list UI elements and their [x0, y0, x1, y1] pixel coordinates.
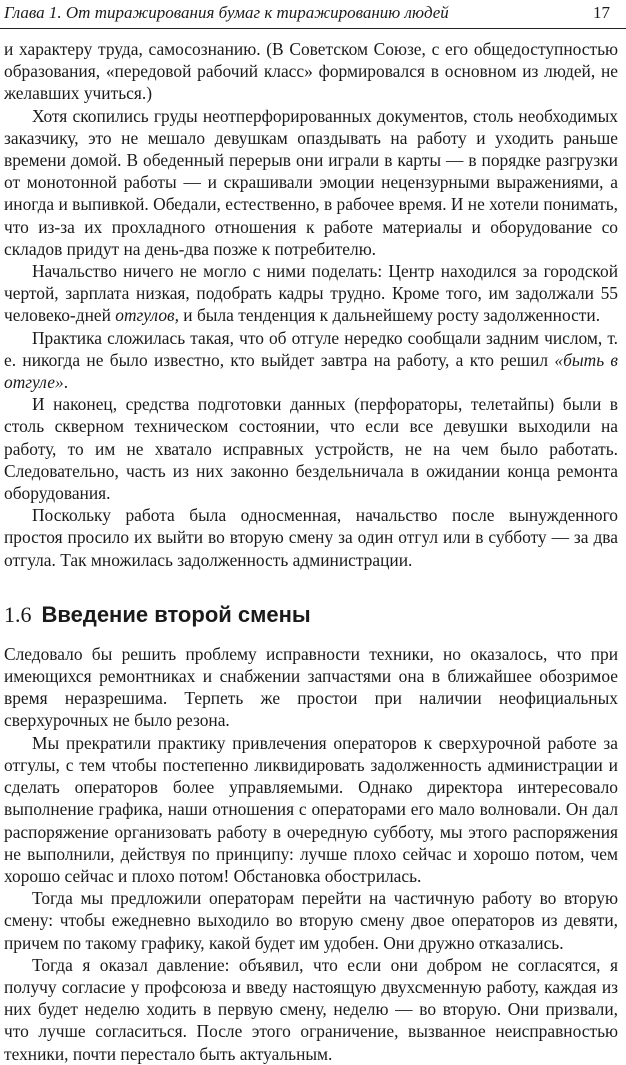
paragraph: Тогда я оказал давление: объявил, что если они добром не согласятся, я получу согласие у профсоюза и введу настоящую двухсменную работу, каждая из них будет неделю ходить в первую смену, неделю — во вторую. Они призвали, что лучше согласиться. После этого ограничение, вызванное неисправностью техники, почти перестало быть актуальным.: [4, 954, 618, 1064]
paragraph-continued: и характеру труда, самосознанию. (В Советском Союзе, с его общедоступностью образования, «передовой рабочий класс» формировался в основном из людей, не желавших учиться.): [4, 39, 618, 104]
paragraph: Хотя скопились груды неотперфорированных документов, столь необходимых заказчику, это не мешало девушкам опаздывать на работу и уходить раньше времени домой. В обеденный перерыв они играли в карты — в порядке разгрузки от монотонной работы — и скрашивали эмоции нецензурными выражениями, а иногда и выпивкой. Обедали, естественно, в рабочее время. И не хотели понимать, что из-за их прохладного отношения к работе материалы и оборудование со складов придут на день-два позже к потребителю.: [4, 105, 618, 259]
paragraph: Мы прекратили практику привлечения операторов к сверхурочной работе за отгулы, с тем чтобы постепенно ликвидировать задолженность администрации и сделать операторов более управляемыми. Однако директора интересовало выполнение графика, наши отношения с операторами его мало волновали. Он дал распоряжение организовать работу в очередную субботу, мы этого распоряжения не выполнили, действуя по принципу: лучше плохо сейчас и хорошо потом, чем хорошо сейчас и плохо потом! Обстановка обострилась.: [4, 732, 618, 886]
paragraph: [4, 327, 618, 394]
running-head: [4, 2, 610, 24]
text-run: Практика сложилась такая, что об отгуле нередко сообщали задним числом, т. е. никогда не было известно, кто выйдет завтра на работу, а кто решил: [4, 327, 618, 370]
emphasis: отгулов,: [115, 305, 179, 326]
header-rule: [0, 28, 626, 29]
paragraph: Следовало бы решить проблему исправности техники, но оказалось, что при имеющихся ремонтниках и снабжении запчастями она в ближайшее обозримое время неразрешима. Терпеть же простои при наличии неофициальных сверхурочных не было резона.: [4, 643, 618, 731]
paragraph: И наконец, средства подготовки данных (перфораторы, телетайпы) были в столь скверном техническом состоянии, что если все девушки выходили на работу, то им не хватало исправных устройств, не на чем было работать. Следовательно, часть из них законно бездельничала в ожидании конца ремонта оборудования.: [4, 394, 618, 504]
text-run: .: [63, 372, 69, 393]
text-run: и была тенденция к дальнейшему росту задолженности.: [178, 305, 601, 326]
chapter-title: Глава 1. От тиражирования бумаг к тиражированию людей: [4, 3, 449, 22]
section-number: 1.6: [4, 601, 32, 627]
emphasis: «быть в отгуле»: [4, 349, 618, 393]
text-run: Начальство ничего не могло с ними поделать: Центр находился за городской чертой, зарплата низкая, подобрать кадры трудно. Кроме того, им задолжали 55 человеко-дней: [4, 261, 618, 326]
section-title: Введение второй смены: [41, 601, 311, 627]
paragraph: Поскольку работа была односменная, начальство после вынужденного простоя просило их выйти во вторую смену за один отгул или в субботу — за два отгула. Так множилась задолженность администрации.: [4, 505, 618, 570]
page-number: 17: [593, 3, 610, 22]
body-text: [4, 38, 618, 1065]
paragraph: Тогда мы предложили операторам перейти на частичную работу во вторую смену: чтобы ежедневно выходило во вторую смену двое операторов из девяти, причем по такому графику, какой будет им удобен. Они дружно отказались.: [4, 888, 618, 953]
section-heading: [4, 601, 618, 629]
paragraph: [4, 260, 618, 327]
